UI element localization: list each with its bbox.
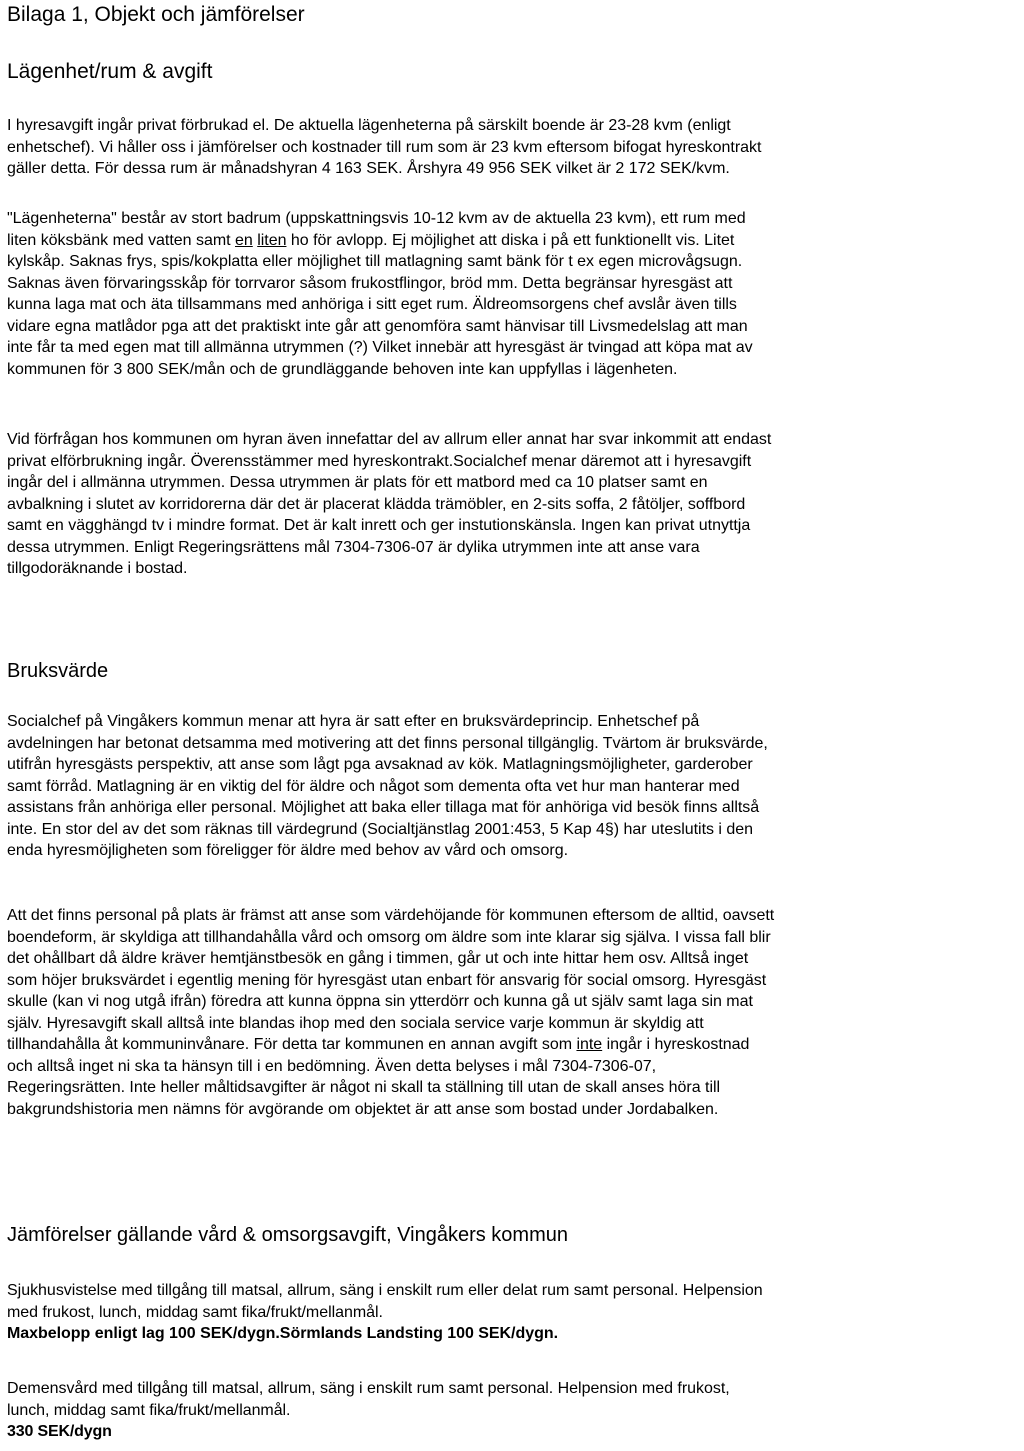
text-line: privat elförbrukning ingår. Överensstämmer med hyreskontrakt.Socialchef menar däremot att i hyresavgift <box>7 452 752 470</box>
underlined-text: en <box>235 231 253 249</box>
text-line: Att det finns personal på plats är främst att anse som värdehöjande för kommunen eftersom de alltid, oavsett <box>7 907 775 924</box>
text-line: lunch, middag samt fika/frukt/mellanmål. <box>7 1401 291 1419</box>
paragraph-hyresavgift <box>7 115 1019 180</box>
text-line: Demensvård med tillgång till matsal, allrum, säng i enskilt rum samt personal. Helpension med frukost, <box>7 1380 730 1397</box>
maxbelopp-text: Maxbelopp enligt lag 100 SEK/dygn.Sörmlands Landsting 100 SEK/dygn. <box>7 1325 558 1342</box>
document-title: Bilaga 1, Objekt och jämförelser <box>7 3 305 26</box>
paragraph-socialchef <box>7 711 1019 862</box>
text-line: enhetschef). Vi håller oss i jämförelser och kostnader till rum som är 23 kvm eftersom bifogat hyreskontrakt <box>7 138 762 156</box>
text-line: assistans från anhöriga eller personal. Möjlighet att baka eller tillaga mat för anhöriga vid besök finns alltså <box>7 799 760 816</box>
text-line: "Lägenheterna" består av stort badrum (uppskattningsvis 10-12 kvm av de aktuella 23 kvm), ett rum med <box>7 210 746 227</box>
text-line: gäller detta. För dessa rum är månadshyran 4 163 SEK. Årshyra 49 956 SEK vilket är 2 172 SEK/kvm. <box>7 160 730 177</box>
text-line: skulle (kan vi nog utgå ifrån) föredra att kunna öppna sin ytterdörr och kunna gå ut själv samt laga sin mat <box>7 993 753 1010</box>
section-heading-jamforelser: Jämförelser gällande vård & omsorgsavgift, Vingåkers kommun <box>7 1224 568 1246</box>
text-line: kommunen för 3 800 SEK/mån och de grundläggande behoven inte kan uppfyllas i lägenheten. <box>7 360 678 378</box>
paragraph-sjukhusvistelse <box>7 1280 1019 1345</box>
text-line: bakgrundshistoria men nämns för avgörande om objektet är att anse som bostad under Jordabalken. <box>7 1100 719 1118</box>
text-line: Sjukhusvistelse med tillgång till matsal, allrum, säng i enskilt rum eller delat rum samt personal. Helpension <box>7 1282 763 1299</box>
text-segment: tillhandahålla åt kommuninvånare. För detta tar kommunen en annan avgift som <box>7 1036 577 1053</box>
text-line <box>7 1034 1019 1056</box>
paragraph-demensvard <box>7 1378 1019 1443</box>
text-line: avdelningen har betonat detsamma med motivering att det finns personal tillgänglig. Tvärtom är bruksvärde, <box>7 734 768 752</box>
section-heading-lagenhet: Lägenhet/rum & avgift <box>7 60 213 83</box>
text-line: kylskåp. Saknas frys, spis/kokplatta eller möjlighet till matlagning samt bänk för t ex egen microvågsugn. <box>7 253 743 270</box>
text-line: enda hyresmöjligheten som föreligger för äldre med behov av vård och omsorg. <box>7 842 568 859</box>
text-line: tillgodoräknande i bostad. <box>7 560 188 577</box>
text-segment: ingår i hyreskostnad <box>602 1036 750 1053</box>
text-segment: liten köksbänk med vatten samt <box>7 231 235 249</box>
text-line: Socialchef på Vingåkers kommun menar att hyra är satt efter en bruksvärdeprincip. Enhetschef på <box>7 713 700 730</box>
text-line: Regeringsrätten. Inte heller måltidsavgifter är något ni skall ta ställning till utan de skall anses höra till <box>7 1079 721 1096</box>
underlined-text: inte <box>576 1036 603 1053</box>
text-line: ingår del i allmänna utrymmen. Dessa utrymmen är plats för ett matbord med ca 10 platser samt en <box>7 474 708 491</box>
paragraph-personal <box>7 905 1019 1120</box>
text-line: boendeform, är skyldiga att tillhandahålla vård och omsorg om äldre som inte klarar sig själva. I vissa fall blir <box>7 928 771 946</box>
text-line: samt förråd. Matlagning är en viktig del för äldre och något som dementa ofta vet hur man hanterar med <box>7 777 740 795</box>
text-line: vidare egna matlådor pga att det praktiskt inte går att genomföra samt hänvisar till Livsmedelslag att man <box>7 317 748 335</box>
text-segment: ho för avlopp. Ej möjlighet att diska i på ett funktionellt vis. Litet <box>286 231 735 249</box>
paragraph-forfragan <box>7 429 1019 580</box>
text-line <box>7 230 1019 252</box>
text-line: samt en vägghängd tv i mindre format. Det är kalt inrett och ger instutionskänsla. Ingen kan privat utnyttja <box>7 517 751 534</box>
underlined-text: liten <box>257 231 287 249</box>
text-line: inte får ta med egen mat till allmänna utrymmen (?) Vilket innebär att hyresgäst är tvingad att köpa mat av <box>7 339 753 356</box>
paragraph-lagenheterna <box>7 208 1019 380</box>
text-line: och alltså inget ni ska ta hänsyn till i en bedömning. Även detta belyses i mål 7304-7306-07, <box>7 1057 657 1075</box>
text-line: kunna laga mat och äta tillsammans med anhöriga i sitt eget rum. Äldreomsorgens chef avslår även tills <box>7 296 737 313</box>
text-line: själv. Hyresavgift skall alltså inte blandas ihop med den sociala service varje kommun är skyldig att <box>7 1014 704 1032</box>
section-heading-bruksvarde: Bruksvärde <box>7 660 109 682</box>
text-line: avbalkning i slutet av korridorerna där det är placerat klädda trämöbler, en 2-sits soffa, 2 fåtöljer, soffbord <box>7 495 746 513</box>
text-line: utifrån hyresgästs perspektiv, att anse som lågt pga avsaknad av kök. Matlagningsmöjligheter, garderober <box>7 756 753 773</box>
text-line: som höjer bruksvärdet i egentlig mening för hyresgäst utan enbart för ansvarig för social omsorg. Hyresgäst <box>7 971 767 989</box>
text-line: Vid förfrågan hos kommunen om hyran även innefattar del av allrum eller annat har svar inkommit att endast <box>7 431 772 448</box>
demensvard-price: 330 SEK/dygn <box>7 1423 112 1440</box>
text-line: I hyresavgift ingår privat förbrukad el. De aktuella lägenheterna på särskilt boende är 23-28 kvm (enligt <box>7 117 731 134</box>
text-line: med frukost, lunch, middag samt fika/frukt/mellanmål. <box>7 1303 383 1321</box>
text-line: dessa utrymmen. Enligt Regeringsrättens mål 7304-7306-07 är dylika utrymmen inte att anse vara <box>7 538 700 556</box>
text-line: inte. En stor del av det som räknas till värdegrund (Socialtjänstlag 2001:453, 5 Kap 4§) har uteslutits i den <box>7 820 754 838</box>
text-line: Saknas även förvaringsskåp för torrvaror såsom frukostflingor, bröd mm. Detta begränsar hyresgäst att <box>7 274 733 292</box>
text-line: det ohållbart då äldre kräver hemtjänstbesök en gång i timmen, går ut och inte hittar hem osv. Alltså inget <box>7 950 749 967</box>
